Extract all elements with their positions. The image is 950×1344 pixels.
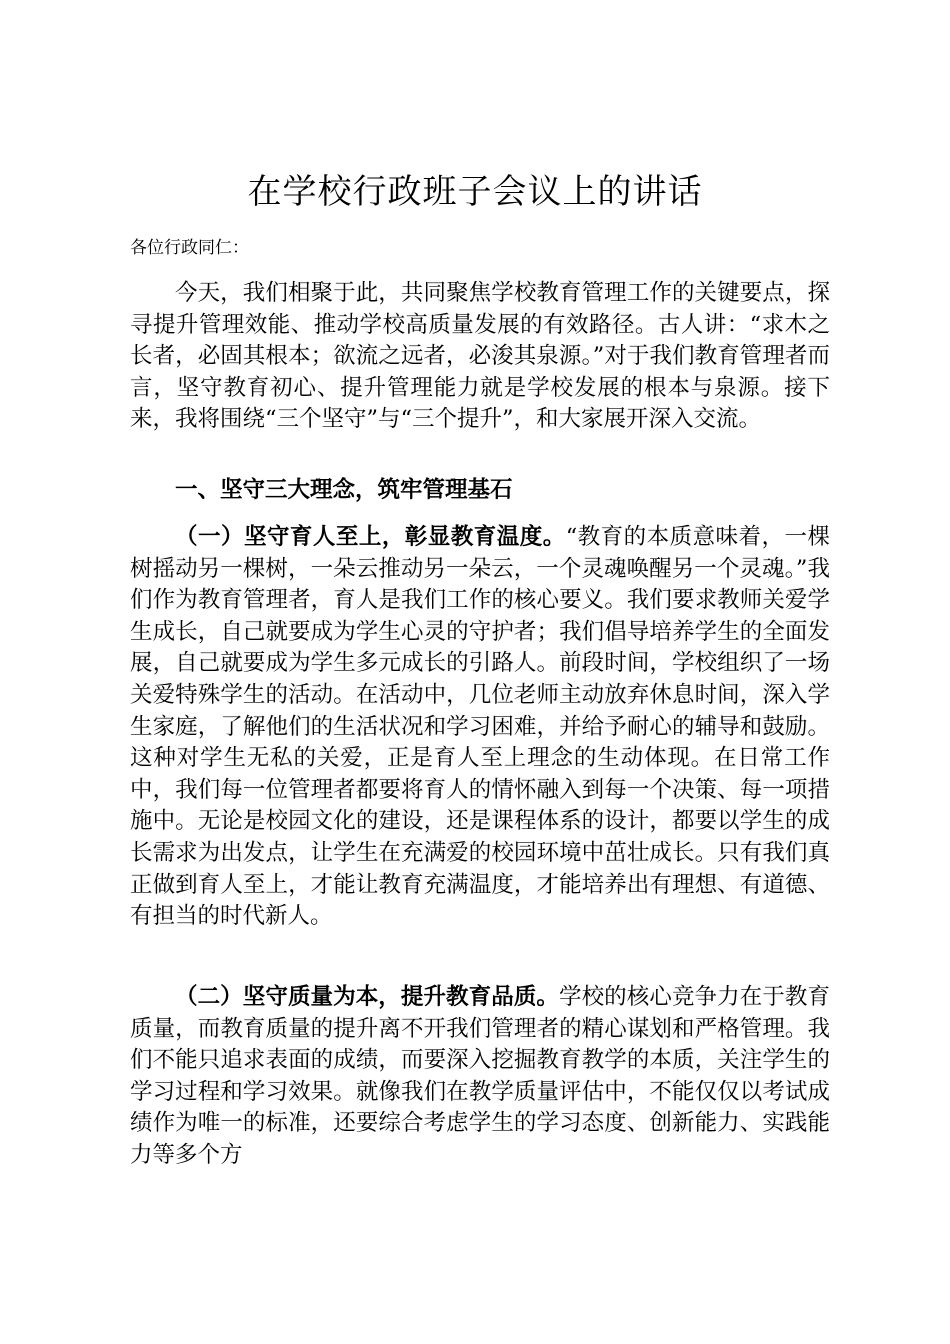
subsection-1-paragraph [130,522,830,933]
intro-paragraph: 今天，我们相聚于此，共同聚焦学校教育管理工作的关键要点，探寻提升管理效能、推动学校高质量发展的有效路径。古人讲：“求木之长者，必固其根本；欲流之远者，必浚其泉源。”对于我们教育管理者而言，坚守教育初心、提升管理能力就是学校发展的根本与泉源。接下来，我将围绕“三个坚守”与“三个提升”，和大家展开深入交流。 [130,280,830,433]
subsection-2-heading: （二）坚守质量为本，提升教育品质。 [175,984,559,1010]
salutation: 各位行政同仁： [130,238,249,258]
subsection-2-paragraph [130,982,830,1172]
subsection-1-text: “教育的本质意味着，一棵树摇动另一棵树，一朵云推动另一朵云，一个灵魂唤醒另一个灵魂。”我们作为教育管理者，育人是我们工作的核心要义。我们要求教师关爱学生成长，自己就要成为学生心灵的守护者；我们倡导培养学生的全面发展，自己就要成为学生多元成长的引路人。前段时间，学校组织了一场关爱特殊学生的活动。在活动中，几位老师主动放弃休息时间，深入学生家庭，了解他们的生活状况和学习困难，并给予耐心的辅导和鼓励。这种对学生无私的关爱，正是育人至上理念的生动体现。在日常工作中，我们每一位管理者都要将育人的情怀融入到每一个决策、每一项措施中。无论是校园文化的建设，还是课程体系的设计，都要以学生的成长需求为出发点，让学生在充满爱的校园环境中茁壮成长。只有我们真正做到育人至上，才能让教育充满温度，才能培养出有理想、有道德、有担当的时代新人。 [130,524,830,930]
subsection-1-heading: （一）坚守育人至上，彰显教育温度。 [175,524,566,550]
section-heading-1: 一、坚守三大理念，筑牢管理基石 [175,477,513,503]
document-title: 在学校行政班子会议上的讲话 [247,172,703,212]
subsection-2-text: 学校的核心竞争力在于教育质量，而教育质量的提升离不开我们管理者的精心谋划和严格管理。我们不能只追求表面的成绩，而要深入挖掘教育教学的本质，关注学生的学习过程和学习效果。就像我们在教学质量评估中，不能仅仅以考试成绩作为唯一的标准，还要综合考虑学生的学习态度、创新能力、实践能力等多个方 [130,984,830,1168]
